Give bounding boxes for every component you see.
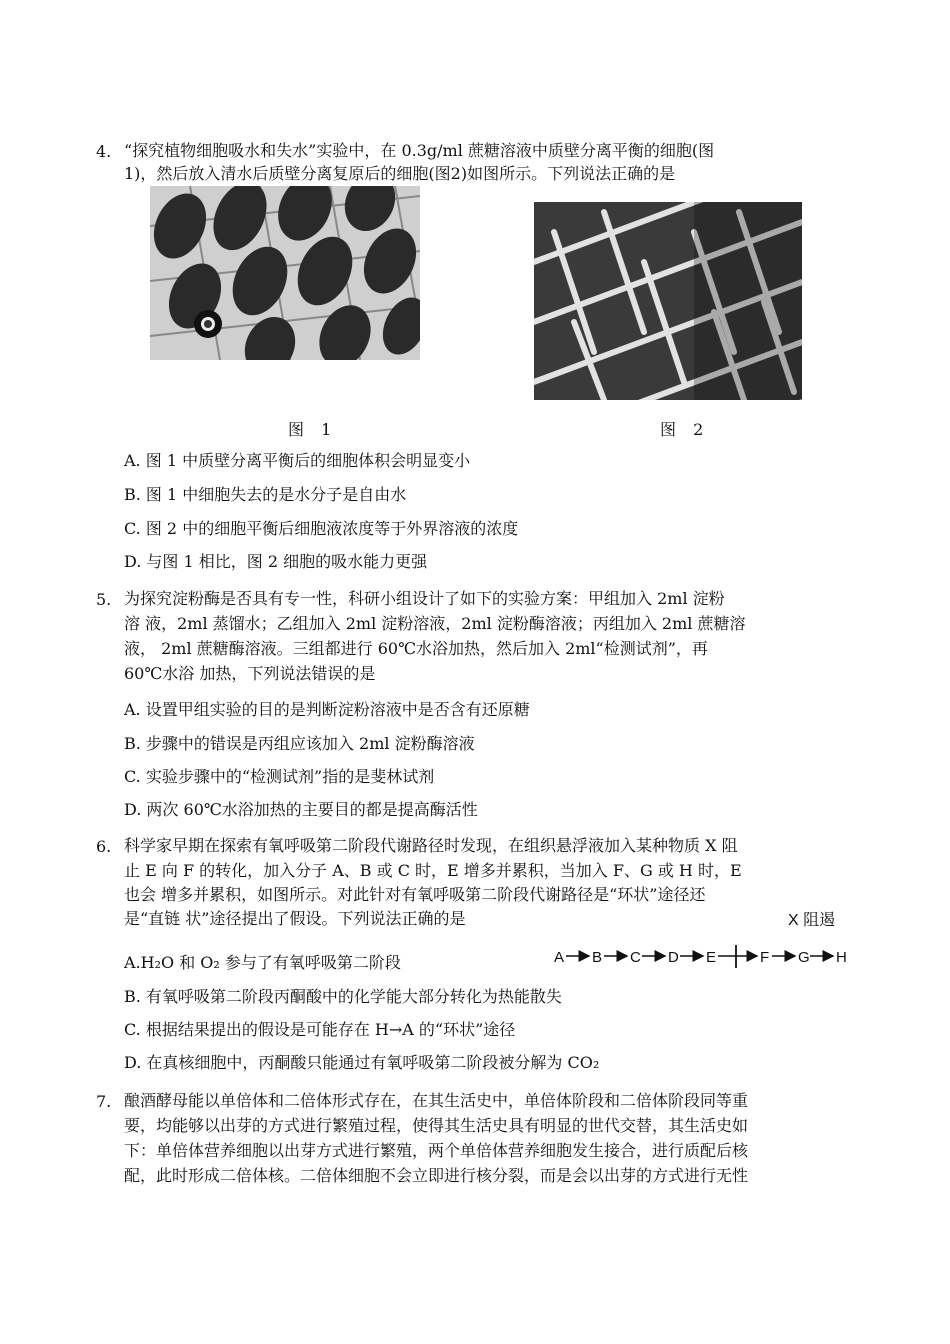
figure-2-caption: 图 2 <box>660 420 710 439</box>
q7-stem-line-4: 配，此时形成二倍体核。二倍体细胞不会立即进行核分裂，而是会以出芽的方式进行无性 <box>124 1166 749 1185</box>
q4-number: 4. <box>96 142 112 161</box>
q7-stem-line-3: 下：单倍体营养细胞以出芽方式进行繁殖，两个单倍体营养细胞发生接合，进行质配后核 <box>124 1141 749 1160</box>
pathway-node-d: D <box>668 949 679 966</box>
pathway-node-a: A <box>554 949 565 966</box>
q4-option-a[interactable]: A. 图 1 中质壁分离平衡后的细胞体积会明显变小 <box>124 451 471 470</box>
q5-option-c[interactable]: C. 实验步骤中的“检测试剂”指的是斐林试剂 <box>124 767 435 786</box>
x-block-label: X 阻遏 <box>788 912 836 929</box>
q5-stem-line-3: 液， 2ml 蔗糖酶溶液。三组都进行 60℃水浴加热，然后加入 2ml“检测试剂”，再 <box>124 639 708 658</box>
q5-option-d[interactable]: D. 两次 60℃水浴加热的主要目的都是提高酶活性 <box>124 800 478 819</box>
q5-option-a[interactable]: A. 设置甲组实验的目的是判断淀粉溶液中是否含有还原糖 <box>124 700 530 719</box>
q5-number: 5. <box>96 590 112 609</box>
q6-stem-line-2: 止 E 向 F 的转化，加入分子 A、B 或 C 时，E 增多并累积，当加入 F、G 或 H 时，E <box>124 861 742 880</box>
q6-stem-line-3: 也会 增多并累积，如图所示。对此针对有氧呼吸第二阶段代谢路径是“环状”途径还 <box>124 885 706 904</box>
figure-1-caption: 图 1 <box>288 420 338 439</box>
pathway-node-c: C <box>630 949 641 966</box>
q6-stem-line-1: 科学家早期在探索有氧呼吸第二阶段代谢路径时发现，在组织悬浮液加入某种物质 X 阻 <box>124 836 738 855</box>
q4-option-d[interactable]: D. 与图 1 相比，图 2 细胞的吸水能力更强 <box>124 552 428 571</box>
q4-option-b[interactable]: B. 图 1 中细胞失去的是水分子是自由水 <box>124 485 407 504</box>
q5-stem-line-4: 60℃水浴 加热，下列说法错误的是 <box>124 664 376 683</box>
q6-option-c[interactable]: C. 根据结果提出的假设是可能存在 H→A 的“环状”途径 <box>124 1020 516 1039</box>
pathway-node-b: B <box>592 949 603 966</box>
pathway-node-f: F <box>760 949 770 966</box>
q6-option-d[interactable]: D. 在真核细胞中，丙酮酸只能通过有氧呼吸第二阶段被分解为 CO₂ <box>124 1053 600 1072</box>
figure-2-deplasmolysis-image <box>534 202 802 400</box>
q4-stem-line-2: 1)，然后放入清水后质壁分离复原后的细胞(图2)如图所示。下列说法正确的是 <box>124 164 676 183</box>
q5-option-b[interactable]: B. 步骤中的错误是丙组应该加入 2ml 淀粉酶溶液 <box>124 734 475 753</box>
pathway-node-e: E <box>706 949 717 966</box>
q6-option-b[interactable]: B. 有氧呼吸第二阶段丙酮酸中的化学能大部分转化为热能散失 <box>124 987 562 1006</box>
q7-stem-line-2: 要，均能够以出芽的方式进行繁殖过程，使得其生活史具有明显的世代交替，其生活史如 <box>124 1116 749 1135</box>
pathway-diagram <box>552 944 852 970</box>
pathway-node-g: G <box>798 949 810 966</box>
q6-stem-line-4: 是“直链 状”途径提出了假设。下列说法正确的是 <box>124 909 466 928</box>
pathway-node-h: H <box>836 949 847 966</box>
q6-number: 6. <box>96 837 112 856</box>
q5-stem-line-2: 溶 液，2ml 蒸馏水；乙组加入 2ml 淀粉溶液，2ml 淀粉酶溶液；丙组加入 2ml 蔗糖溶 <box>124 614 746 633</box>
q7-stem-line-1: 酿酒酵母能以单倍体和二倍体形式存在，在其生活史中，单倍体阶段和二倍体阶段同等重 <box>124 1091 749 1110</box>
q7-number: 7. <box>96 1092 112 1111</box>
q5-stem-line-1: 为探究淀粉酶是否具有专一性，科研小组设计了如下的实验方案：甲组加入 2ml 淀粉 <box>124 589 725 608</box>
figure-1-plasmolysis-image <box>150 186 420 360</box>
q6-option-a[interactable]: A.H₂O 和 O₂ 参与了有氧呼吸第二阶段 <box>124 953 401 972</box>
q4-stem-line-1: “探究植物细胞吸水和失水”实验中，在 0.3g/ml 蔗糖溶液中质壁分离平衡的细胞(图 <box>124 141 715 160</box>
q4-option-c[interactable]: C. 图 2 中的细胞平衡后细胞液浓度等于外界溶液的浓度 <box>124 519 519 538</box>
